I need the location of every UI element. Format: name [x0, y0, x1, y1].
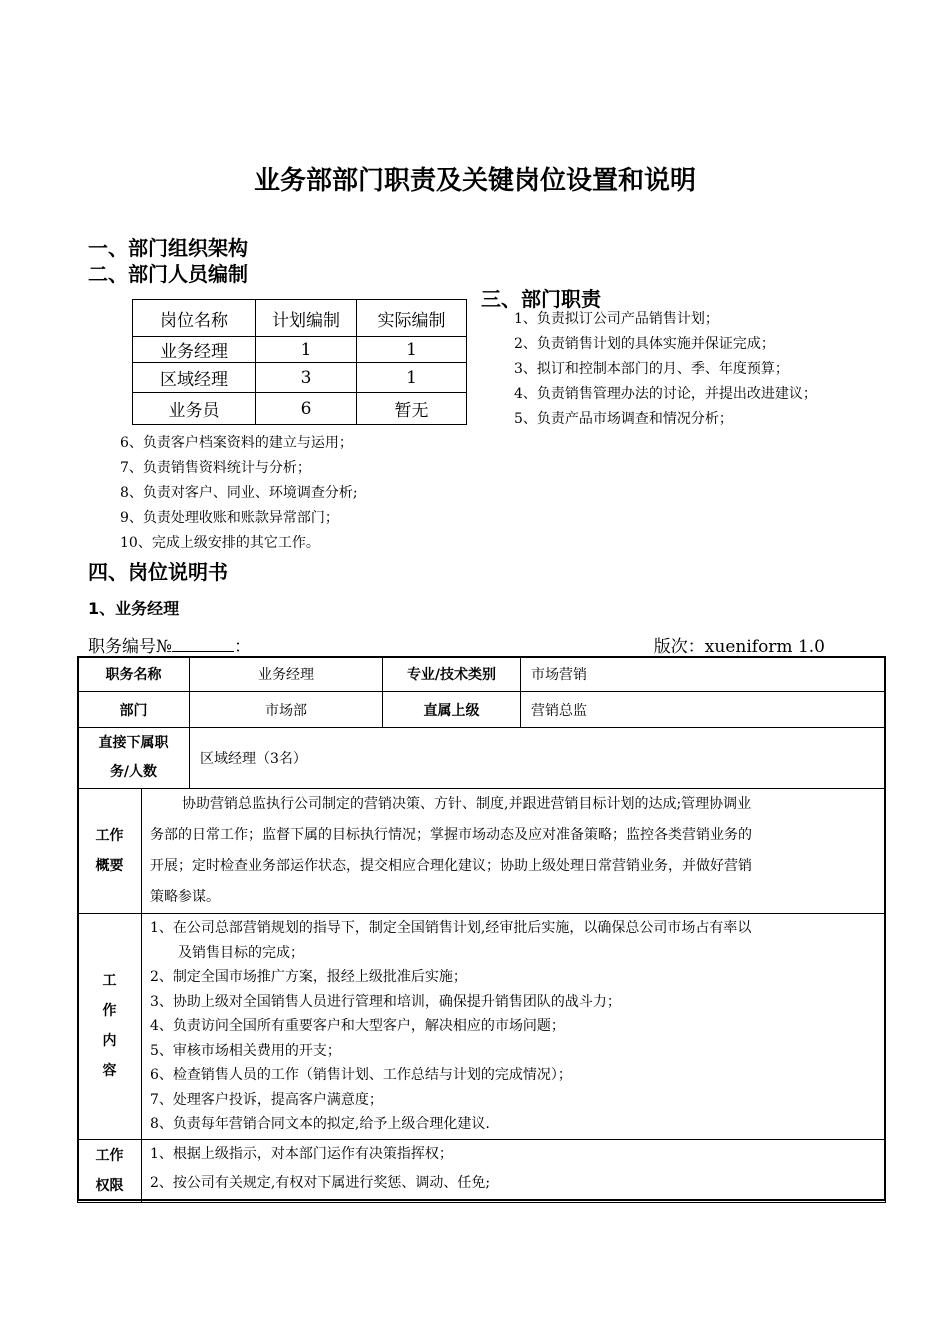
content-item: 7、处理客户投诉，提高客户满意度； — [150, 1091, 383, 1108]
content-item: 4、负责访问全国所有重要客户和大型客户，解决相应的市场问题； — [150, 1018, 565, 1034]
job-meta — [88, 632, 825, 657]
table-row — [78, 789, 886, 914]
summary-line: 开展；定时检查业务部运作状态，提交相应合理化建议；协助上级处理日常营销业务，并做好营销 — [150, 858, 752, 874]
value-dept: 市场部 — [190, 692, 383, 728]
label-content-char: 容 — [102, 1063, 117, 1080]
job-description-table — [77, 656, 886, 1203]
table-cell: 业务经理 — [133, 337, 256, 363]
table-cell: 业务员 — [133, 393, 256, 425]
label-dept: 部门 — [78, 692, 190, 728]
table-header: 计划编制 — [256, 300, 357, 337]
label-category: 专业/技术类别 — [383, 657, 521, 692]
table-header-row — [133, 300, 467, 337]
authority-list — [142, 1139, 886, 1202]
table-cell: 1 — [256, 337, 357, 363]
table-cell: 1 — [357, 363, 467, 393]
table-row — [78, 1139, 886, 1202]
job-heading: 1、业务经理 — [88, 599, 180, 618]
content-list — [142, 914, 886, 1140]
content-item: 3、协助上级对全国销售人员进行管理和培训，确保提升销售团队的战斗力； — [150, 993, 621, 1010]
section-staffing: 二、部门人员编制 — [88, 262, 248, 286]
table-row — [78, 914, 886, 1140]
authority-item: 1、根据上级指示，对本部门运作有决策指挥权； — [150, 1145, 453, 1162]
table-row — [133, 363, 467, 393]
content-item-continued: 及销售目标的完成； — [178, 944, 304, 961]
label-content — [78, 914, 142, 1140]
summary-line: 务部的日常工作；监督下属的目标执行情况；掌握市场动态及应对准备策略；监控各类营销业务的 — [150, 827, 752, 843]
summary-text — [142, 789, 886, 914]
table-header: 实际编制 — [357, 300, 467, 337]
label-subordinates-line: 直接下属职 — [98, 735, 169, 751]
content-item: 5、审核市场相关费用的开支； — [150, 1042, 341, 1059]
table-cell: 暂无 — [357, 393, 467, 425]
duty-item: 8、负责对客户、同业、环境调查分析; — [120, 485, 358, 501]
content-item: 1、在公司总部营销规划的指导下，制定全国销售计划,经审批后实施，以确保总公司市场占有率以 — [150, 920, 752, 936]
authority-item: 2、按公司有关规定,有权对下属进行奖惩、调动、任免; — [150, 1174, 491, 1191]
label-content-char: 内 — [102, 1033, 117, 1050]
label-content-char: 工 — [102, 973, 117, 990]
label-subordinates — [78, 728, 190, 789]
table-row — [133, 337, 467, 363]
content-item: 2、制定全国市场推广方案，报经上级批准后实施； — [150, 969, 467, 985]
label-authority-line: 权限 — [95, 1177, 124, 1194]
value-superior: 营销总监 — [521, 692, 886, 728]
staffing-table — [132, 299, 467, 425]
content-item: 8、负责每年营销合同文本的拟定,给予上级合理化建议. — [150, 1116, 490, 1132]
table-cell: 区域经理 — [133, 363, 256, 393]
duty-item: 9、负责处理收账和账款异常部门； — [120, 510, 339, 526]
label-summary-line: 工作 — [95, 828, 124, 844]
duty-item: 7、负责销售资料统计与分析； — [120, 460, 311, 476]
table-cell: 3 — [256, 363, 357, 393]
label-subordinates-line: 务/人数 — [109, 764, 158, 780]
table-row — [78, 728, 886, 789]
job-number-blank — [172, 637, 234, 652]
section-org-structure: 一、部门组织架构 — [88, 236, 248, 260]
duty-item: 10、完成上级安排的其它工作。 — [120, 535, 320, 551]
table-cell: 1 — [357, 337, 467, 363]
duty-item: 5、负责产品市场调查和情况分析； — [514, 411, 733, 427]
label-authority-line: 工作 — [95, 1147, 124, 1164]
table-row — [78, 692, 886, 728]
content-item: 6、检查销售人员的工作（销售计划、工作总结与计划的完成情况）； — [150, 1067, 572, 1083]
table-header: 岗位名称 — [133, 300, 256, 337]
job-number-label: 职务编号№ — [88, 637, 173, 657]
label-summary-line: 概要 — [95, 858, 124, 874]
summary-line: 策略参谋。 — [150, 889, 220, 905]
duty-item: 2、负责销售计划的具体实施并保证完成； — [514, 336, 775, 352]
duty-item: 6、负责客户档案资料的建立与运用； — [120, 435, 353, 451]
table-row — [133, 393, 467, 425]
duties-list-right — [514, 310, 817, 435]
label-superior: 直属上级 — [383, 692, 521, 728]
duty-item: 1、负责拟订公司产品销售计划； — [514, 311, 719, 327]
job-number-suffix: ： — [234, 637, 252, 657]
duty-item: 3、拟订和控制本部门的月、季、年度预算； — [514, 361, 789, 377]
table-cell: 6 — [256, 393, 357, 425]
summary-line: 协助营销总监执行公司制定的营销决策、方针、制度,并跟进营销目标计划的达成;管理协调业 — [182, 796, 752, 812]
value-category: 市场营销 — [521, 657, 886, 692]
duties-list-left — [120, 434, 358, 559]
table-row — [78, 657, 886, 692]
value-subordinates: 区域经理（3名） — [190, 728, 886, 789]
label-summary — [78, 789, 142, 914]
duty-item: 4、负责销售管理办法的讨论，并提出改进建议； — [514, 386, 817, 402]
label-job-name: 职务名称 — [78, 657, 190, 692]
job-number — [88, 632, 251, 657]
label-authority — [78, 1139, 142, 1202]
page-title: 业务部部门职责及关键岗位设置和说明 — [253, 166, 696, 196]
label-content-char: 作 — [102, 1003, 117, 1020]
value-job-name: 业务经理 — [190, 657, 383, 692]
job-version: 版次：xueniform 1.0 — [653, 637, 825, 657]
section-job-descriptions: 四、岗位说明书 — [88, 560, 228, 584]
section-duties: 三、部门职责 — [481, 287, 601, 311]
